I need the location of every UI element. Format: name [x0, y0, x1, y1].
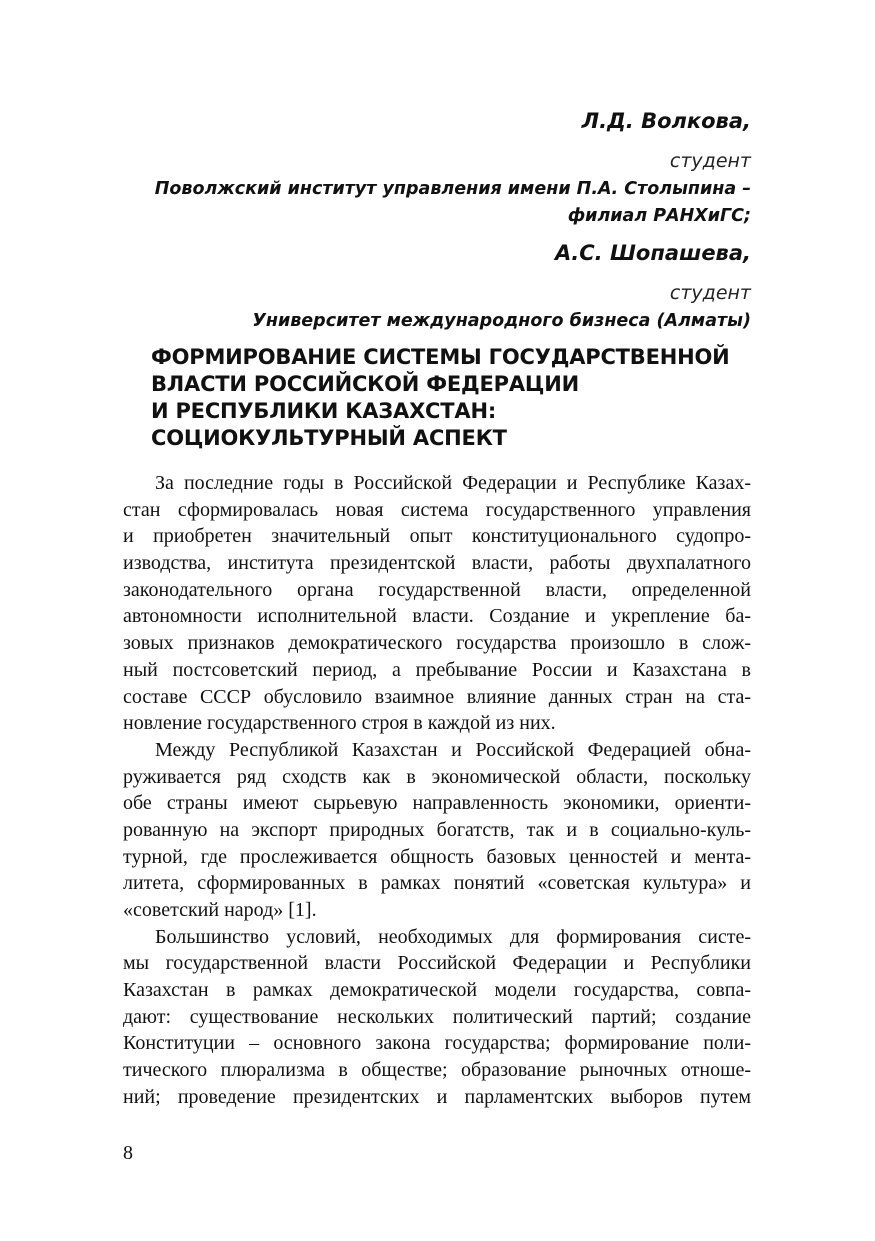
title-line: ФОРМИРОВАНИЕ СИСТЕМЫ ГОСУДАРСТВЕННОЙ: [151, 345, 730, 369]
author-role: студент: [669, 150, 751, 172]
author-name: А.С. Шопашева,: [555, 241, 751, 265]
paragraph: [123, 470, 751, 737]
text-line: Конституции – основного закона государства; формирование поли-: [123, 1032, 751, 1055]
paragraph: [123, 924, 751, 1111]
author-organization: Поволжский институт управления имени П.А. Столыпина –: [154, 179, 751, 199]
text-line: и приобретен значительный опыт конституционального судопро-: [123, 525, 751, 548]
text-line: Между Республикой Казахстан и Российской Федерацией обна-: [155, 738, 751, 761]
text-line: рованную на экспорт природных богатств, так и в социально-куль-: [123, 818, 751, 841]
text-line: Большинство условий, необходимых для формирования систе-: [155, 925, 751, 948]
text-line: законодательного органа государственной власти, определенной: [123, 578, 751, 601]
authors-block: [123, 104, 751, 335]
text-line: турной, где прослеживается общность базовых ценностей и мента-: [123, 845, 751, 868]
page: [123, 0, 751, 1241]
text-line: дают: существование нескольких политический партий; создание: [123, 1005, 751, 1028]
text-line: стан сформировалась новая система государственного управления: [123, 498, 751, 521]
author-organization: Университет международного бизнеса (Алматы): [252, 311, 751, 331]
text-line: Казахстан в рамках демократической модели государства, совпа-: [123, 979, 751, 1002]
title-line: СОЦИОКУЛЬТУРНЫЙ АСПЕКТ: [151, 426, 507, 450]
text-line: зовых признаков демократического государства произошло в слож-: [123, 632, 751, 655]
author-name: Л.Д. Волкова,: [581, 109, 751, 133]
text-line: изводства, института президентской власти, работы двухпалатного: [123, 552, 751, 575]
text-line: автономности исполнительной власти. Создание и укрепление ба-: [123, 605, 751, 628]
text-line: ний; проведение президентских и парламентских выборов путем: [123, 1085, 751, 1108]
text-line: новление государственного строя в каждой из них.: [123, 712, 556, 735]
article-title: [151, 344, 751, 452]
article-body: [123, 470, 751, 1111]
paragraph: [123, 737, 751, 924]
title-line: И РЕСПУБЛИКИ КАЗАХСТАН:: [151, 399, 497, 423]
title-line: ВЛАСТИ РОССИЙСКОЙ ФЕДЕРАЦИИ: [151, 372, 579, 396]
text-line: тического плюрализма в обществе; образование рыночных отноше-: [123, 1059, 751, 1082]
text-line: обе страны имеют сырьевую направленность экономики, ориенти-: [123, 792, 751, 815]
text-line: руживается ряд сходств как в экономической области, поскольку: [123, 765, 751, 788]
text-line: литета, сформированных в рамках понятий «советская культура» и: [123, 872, 751, 895]
text-line: ный постсоветский период, а пребывание России и Казахстана в: [123, 658, 751, 681]
text-line: мы государственной власти Российской Федерации и Республики: [123, 952, 751, 975]
author-role: студент: [669, 282, 751, 304]
text-line: За последние годы в Российской Федерации и Республике Казах-: [155, 472, 751, 494]
text-line: составе СССР обусловило взаимное влияние данных стран на ста-: [123, 685, 751, 708]
text-line: «советский народ» [1].: [123, 899, 317, 921]
page-number: 8: [123, 1142, 133, 1164]
author-organization: филиал РАНХиГС;: [567, 206, 751, 226]
